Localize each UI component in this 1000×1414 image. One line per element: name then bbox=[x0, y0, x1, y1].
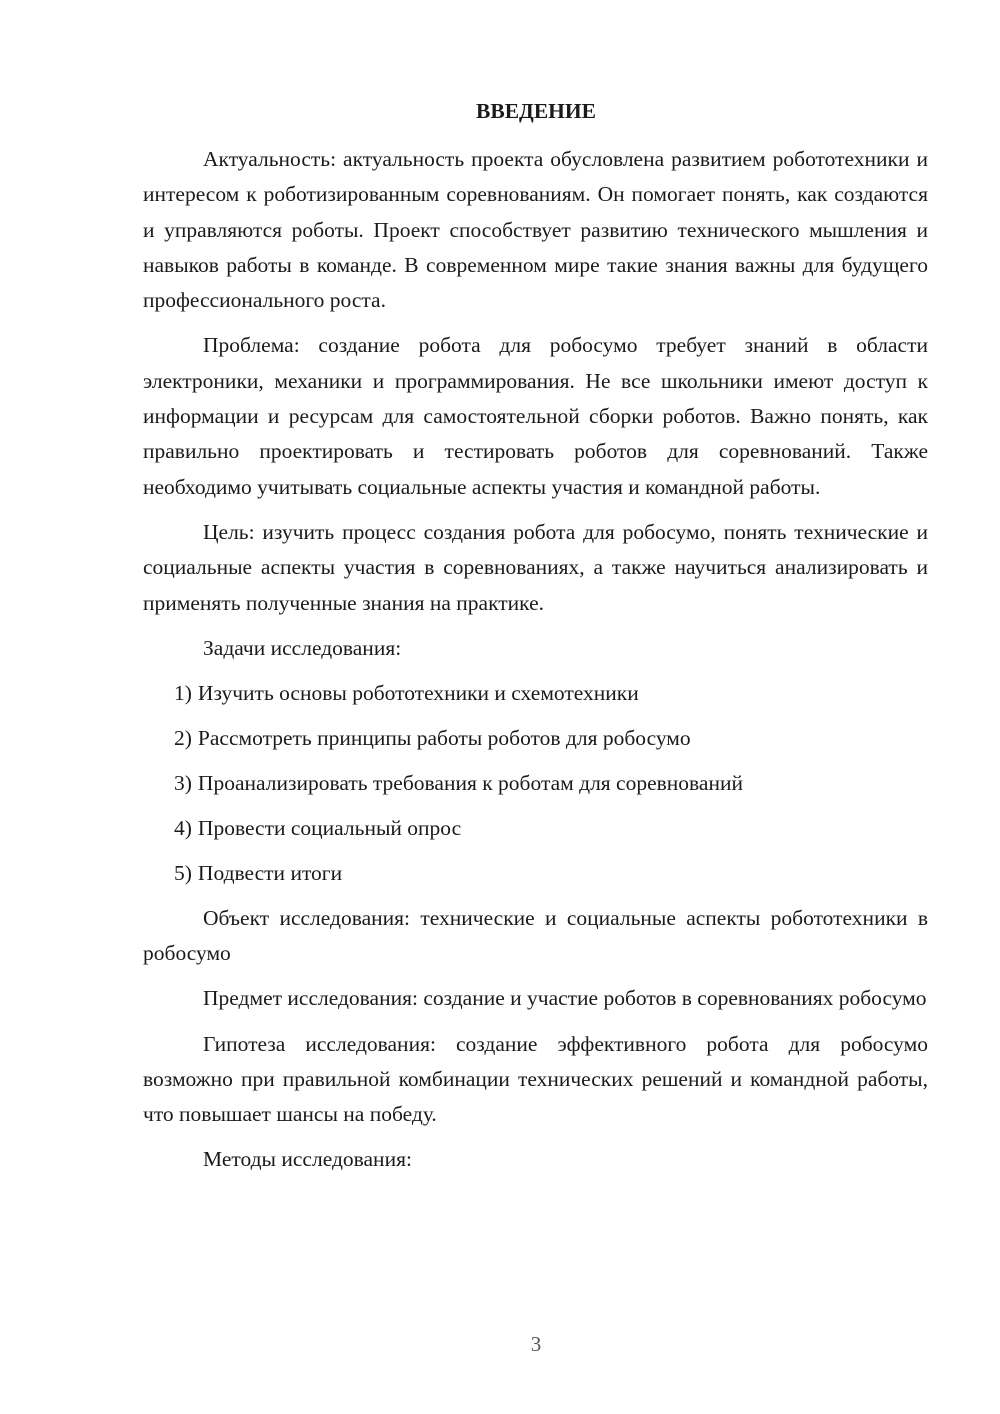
list-item bbox=[143, 676, 928, 711]
list-item bbox=[143, 721, 928, 756]
list-item bbox=[143, 766, 928, 801]
list-item-number: 1) bbox=[174, 681, 192, 706]
paragraph-problem: Проблема: создание робота для робосумо требует знаний в области электроники, механики и программирования. Не все школьники имеют доступ к информации и ресурсам для самостоятельной сборки роботов. Важно понять, как правильно проектировать и тестировать роботов для соревнований. Также необходимо учитывать социальные аспекты участия и командной работы. bbox=[143, 333, 928, 499]
list-item-text: Изучить основы робототехники и схемотехники bbox=[197, 681, 639, 706]
paragraph-hypothesis: Гипотеза исследования: создание эффективного робота для робосумо возможно при правильной комбинации технических решений и командной работы, что повышает шансы на победу. bbox=[143, 1031, 928, 1127]
paragraph-subject: Предмет исследования: создание и участие роботов в соревнованиях робосумо bbox=[203, 986, 927, 1011]
paragraph-methods: Методы исследования: bbox=[203, 1147, 412, 1172]
list-item-number: 3) bbox=[174, 770, 192, 795]
paragraph-relevance: Актуальность: актуальность проекта обусловлена развитием робототехники и интересом к роботизированным соревнованиям. Он помогает понять, как создаются и управляются роботы. Проект способствует развитию технического мышления и навыков работы в команде. В современном мире такие знания важны для будущего профессионального роста. bbox=[143, 147, 928, 313]
paragraph-goal: Цель: изучить процесс создания робота для робосумо, понять технические и социальные аспекты участия в соревнованиях, а также научиться анализировать и применять полученные знания на практике. bbox=[143, 519, 928, 615]
paragraph-object: Объект исследования: технические и социальные аспекты робототехники в робосумо bbox=[143, 905, 928, 965]
tasks-heading: Задачи исследования: bbox=[203, 635, 402, 660]
list-item-text: Рассмотреть принципы работы роботов для робосумо bbox=[197, 726, 691, 751]
page-title: ВВЕДЕНИЕ bbox=[476, 99, 596, 123]
list-item bbox=[143, 811, 928, 846]
tasks-list bbox=[143, 676, 928, 891]
list-item bbox=[143, 856, 928, 891]
list-item-text: Провести социальный опрос bbox=[197, 815, 462, 840]
list-item-text: Проанализировать требования к роботам для соревнований bbox=[197, 770, 743, 795]
list-item-number: 5) bbox=[174, 860, 192, 885]
page-content bbox=[143, 142, 928, 1188]
list-item-text: Подвести итоги bbox=[197, 860, 343, 885]
list-item-number: 2) bbox=[174, 726, 192, 751]
list-item-number: 4) bbox=[174, 815, 192, 840]
page-number: 3 bbox=[530, 1332, 542, 1356]
